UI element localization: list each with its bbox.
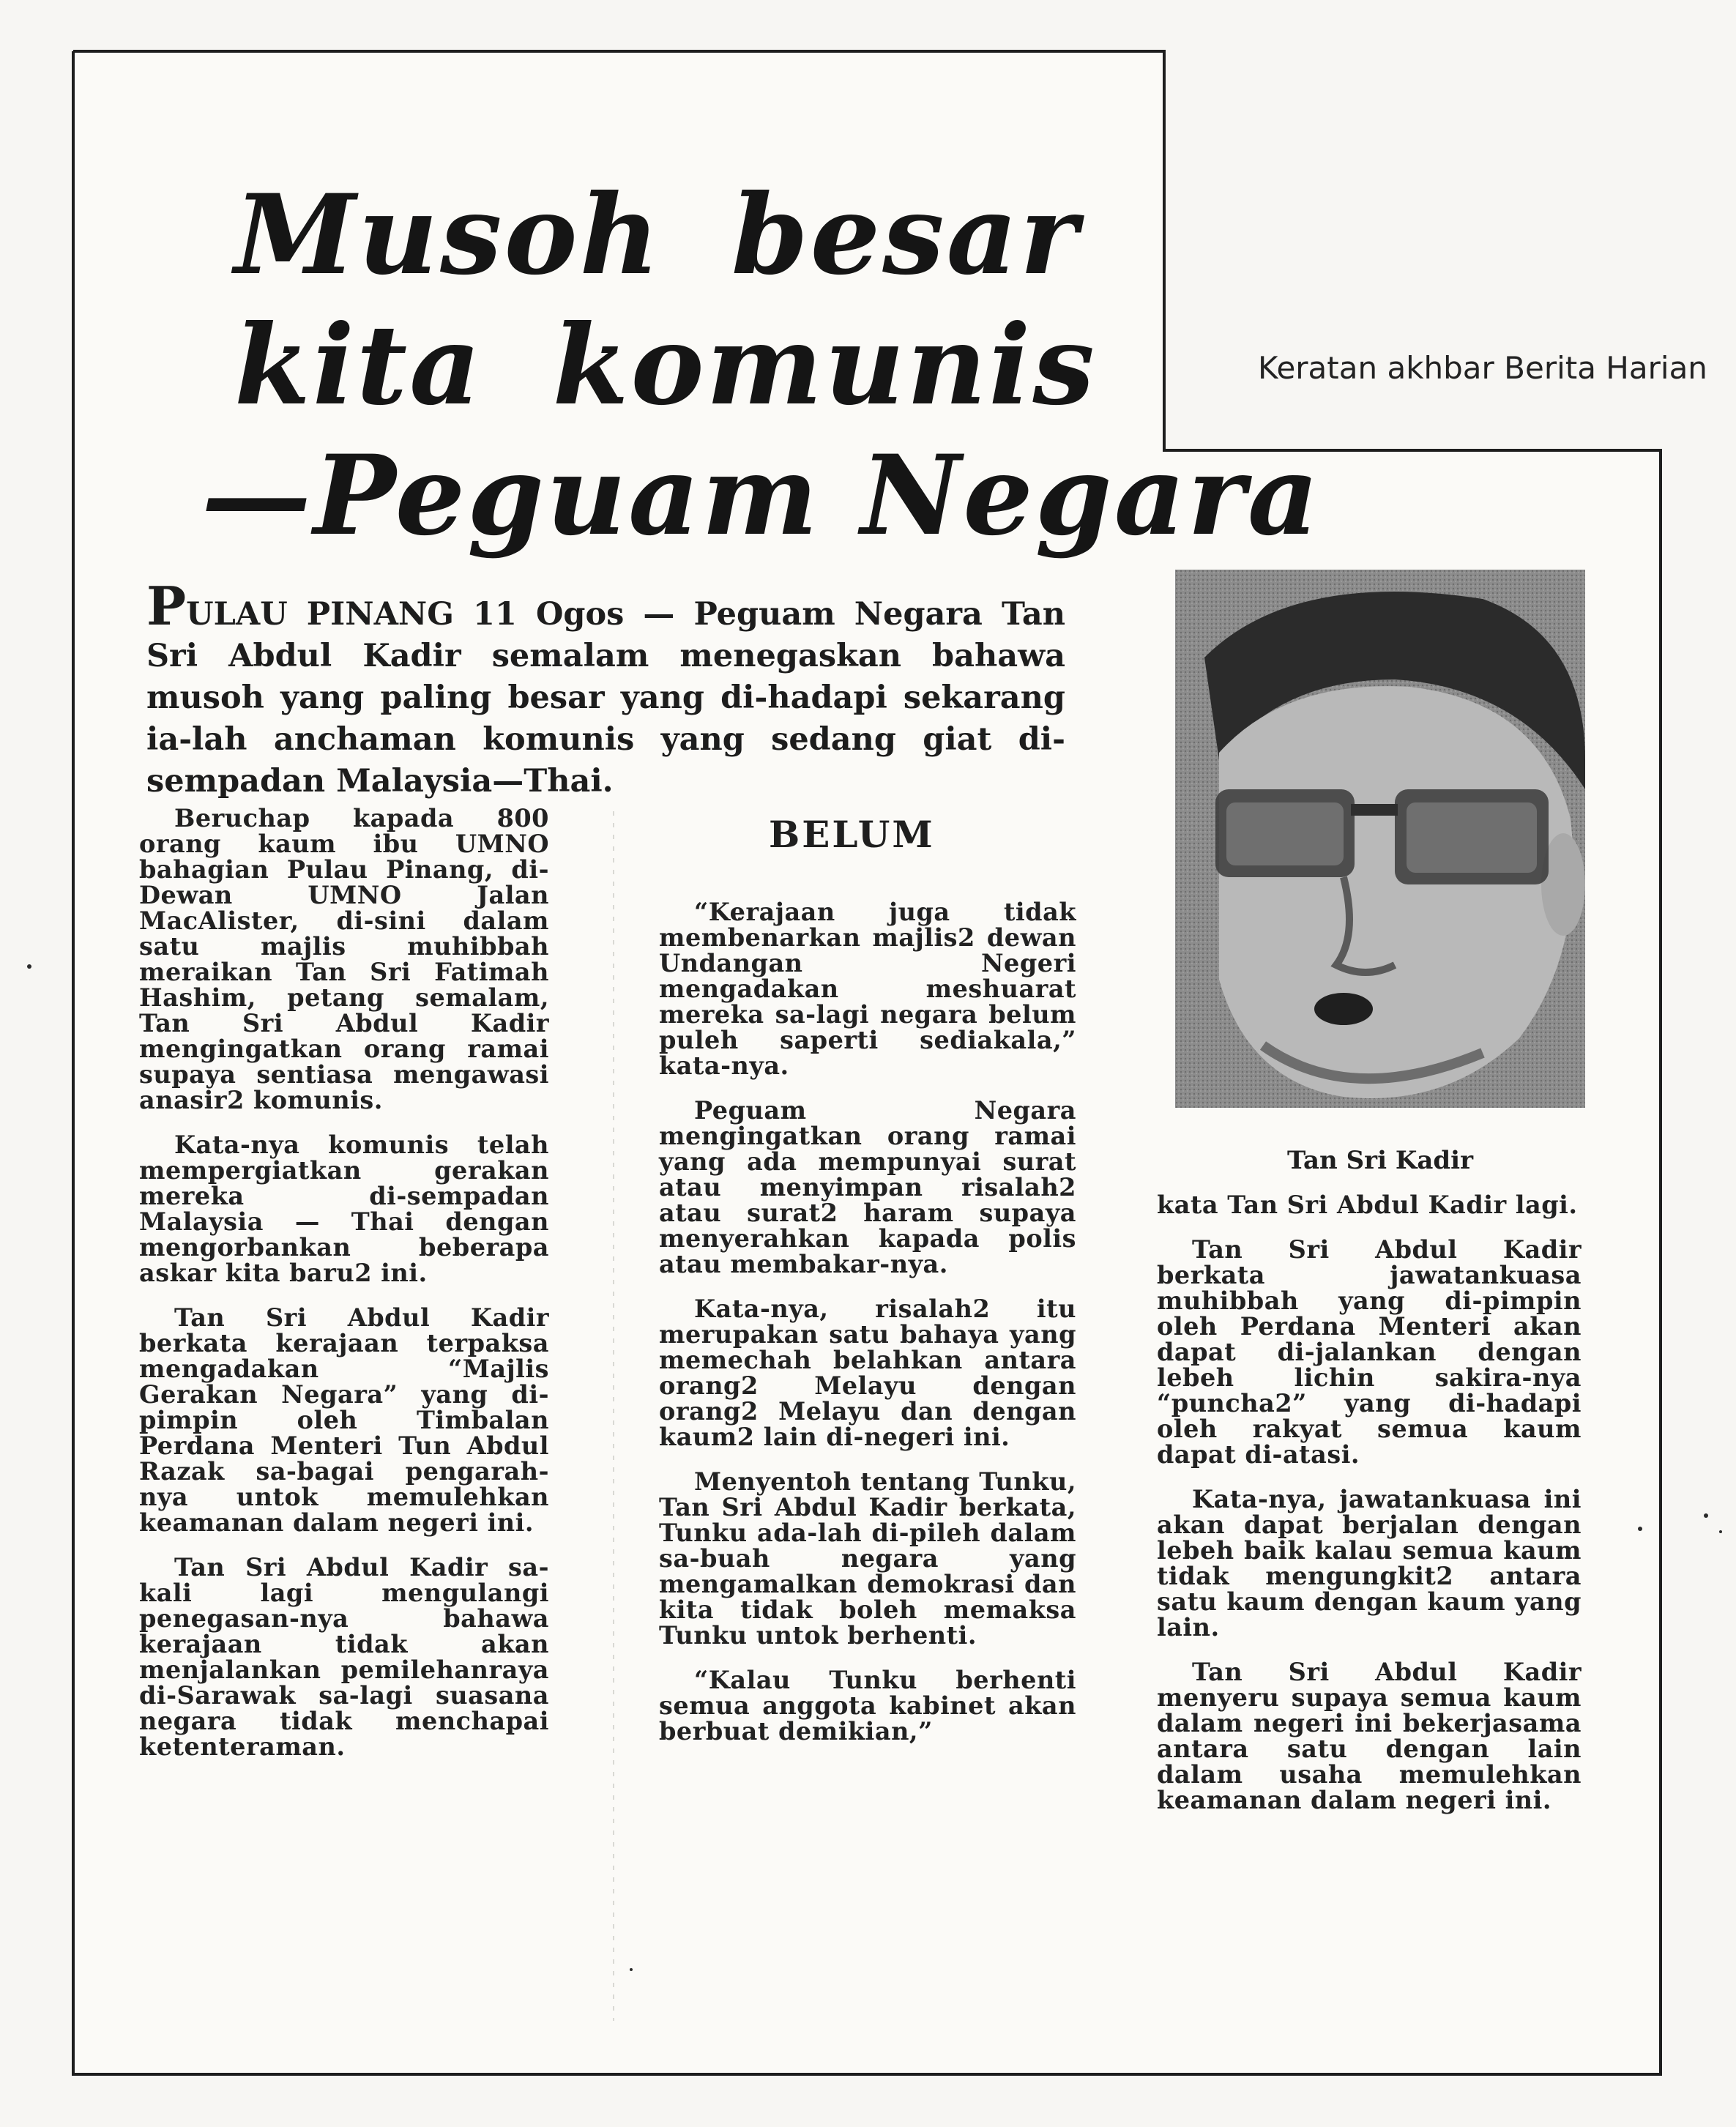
drop-cap: P: [146, 575, 187, 637]
lead-paragraph: [146, 575, 1065, 802]
paragraph: Peguam Negara mengingatkan orang ramai yang ada mempunyai surat atau menyimpan risalah2 atau surat2 haram supaya menyerahkan kapada polis atau membakar-nya.: [659, 1096, 1076, 1278]
paragraph: Tan Sri Abdul Kadir sa-kali lagi mengulangi penegasan-nya bahawa kerajaan tidak akan menjalankan pemilehanraya di-Sarawak sa-lagi suasana negara tidak menchapai ketenteraman.: [139, 1553, 549, 1761]
paragraph: Tan Sri Abdul Kadir berkata kerajaan terpaksa mengadakan “Majlis Gerakan Negara” yang di-pimpin oleh Timbalan Perdana Menteri Tun Abdul Razak sa-bagai pengarah-nya untok memulehkan keamanan dalam negeri ini.: [139, 1303, 549, 1537]
article-column-1: [139, 805, 549, 1778]
paragraph: Tan Sri Abdul Kadir berkata jawatankuasa muhibbah yang di-pimpin oleh Perdana Menteri akan dapat di-jalankan dengan lebeh lichin sakira-nya “puncha2” yang di-hadapi oleh rakyat semua kaum dapat di-atasi.: [1157, 1235, 1582, 1469]
headline-line-2: kita komunis: [234, 301, 1097, 430]
photo-caption: Tan Sri Kadir: [1286, 1146, 1474, 1175]
article-column-3: [1157, 1192, 1582, 1832]
paragraph: kata Tan Sri Abdul Kadir lagi.: [1157, 1191, 1578, 1219]
headline-line-3: —Peguam Negara: [201, 431, 1322, 560]
image-caption: Keratan akhbar Berita Harian: [1258, 350, 1707, 386]
paragraph: Menyentoh tentang Tunku, Tan Sri Abdul Kadir berkata, Tunku ada-lah di-pileh dalam sa-buah negara yang mengamalkan demokrasi dan kita tidak boleh memaksa Tunku untok berhenti.: [659, 1467, 1076, 1650]
headline-line-1: Musoh besar: [234, 171, 1080, 299]
lead-text: ULAU PINANG 11 Ogos — Peguam Negara Tan Sri Abdul Kadir semalam menegaskan bahawa musoh yang paling besar yang di-hadapi sekarang ia-lah anchaman komunis yang sedang giat di-sempadan Malaysia—Thai.: [146, 596, 1065, 800]
paragraph: Kata-nya, risalah2 itu merupakan satu bahaya yang memechah belahkan antara orang2 Melayu dengan orang2 Melayu dan dengan kaum2 lain di-negeri ini.: [659, 1295, 1076, 1451]
paragraph: Kata-nya, jawatankuasa ini akan dapat berjalan dengan lebeh baik kalau semua kaum tidak mengungkit2 antara satu kaum dengan kaum yang lain.: [1157, 1485, 1582, 1642]
paragraph: “Kalau Tunku berhenti semua anggota kabinet akan berbuat demikian,”: [659, 1666, 1076, 1746]
article-column-2: [659, 899, 1076, 1763]
headline: [190, 170, 1322, 561]
paragraph: “Kerajaan juga tidak membenarkan majlis2 dewan Undangan Negeri mengadakan meshuarat mereka sa-lagi negara belum puleh saperti sediakala,” kata-nya.: [659, 898, 1076, 1080]
paragraph: Beruchap kapada 800 orang kaum ibu UMNO bahagian Pulau Pinang, di-Dewan UMNO Jalan MacAlister, di-sini dalam satu majlis muhibbah meraikan Tan Sri Fatimah Hashim, petang semalam, Tan Sri Abdul Kadir mengingatkan orang ramai supaya sentiasa mengawasi anasir2 komunis.: [139, 804, 549, 1114]
portrait-photo: [1175, 570, 1585, 1108]
paragraph: Kata-nya komunis telah mempergiatkan gerakan mereka di-sempadan Malaysia — Thai dengan mengorbankan beberapa askar kita baru2 ini.: [139, 1130, 549, 1287]
paragraph: Tan Sri Abdul Kadir menyeru supaya semua kaum dalam negeri ini bekerjasama antara satu dengan lain dalam usaha memulehkan keamanan dalam negeri ini.: [1157, 1658, 1582, 1814]
subheading: BELUM: [769, 813, 935, 856]
portrait-image: [1175, 570, 1585, 1108]
